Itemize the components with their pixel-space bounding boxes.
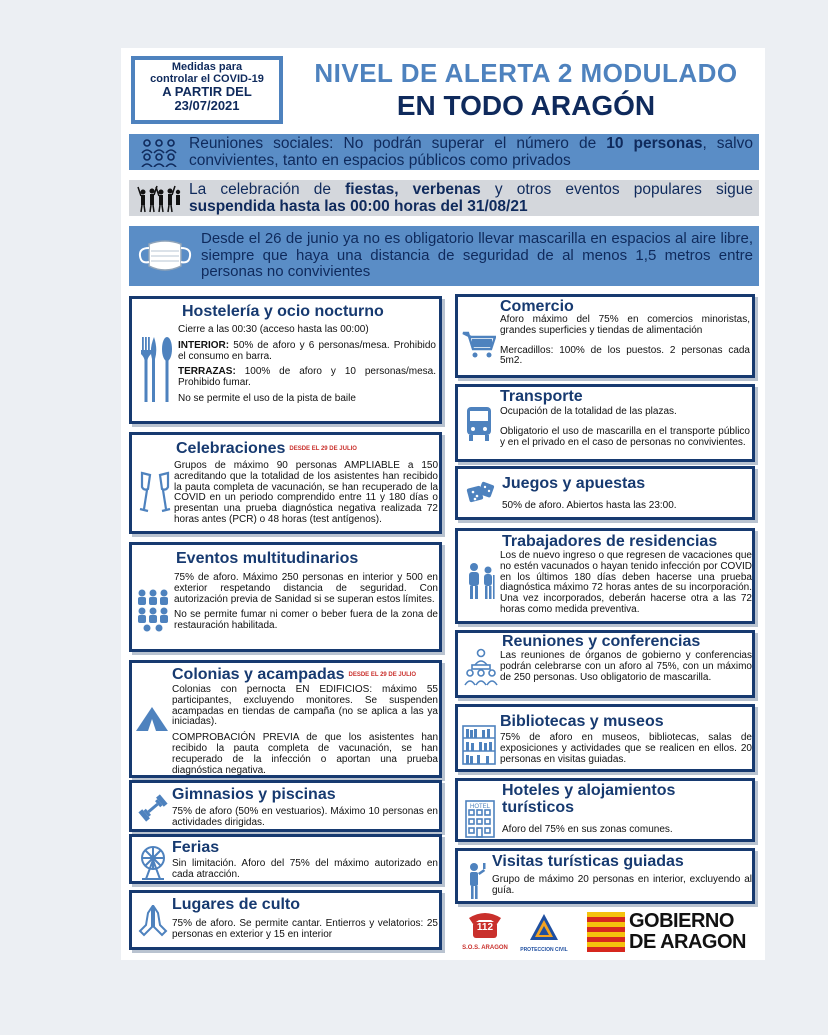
box-line-2: controlar el COVID-19	[150, 72, 264, 85]
crowd-icon	[136, 587, 170, 642]
card-title: Hostelería y ocio nocturno	[182, 303, 384, 320]
card-reuniones	[455, 630, 755, 698]
bibliotecas-text: 75% de aforo en museos, bibliotecas, salas de exposiciones y actividades que se realicen en ellos. 20 personas en visitas guiadas.	[500, 732, 752, 765]
hotel-icon	[464, 799, 496, 844]
hoteles-text: Aforo del 75% en sus zonas comunes.	[502, 824, 673, 835]
transporte-mascarilla: Obligatorio el uso de mascarilla en el transporte público y en el privado en el caso de personas no convivientes.	[500, 425, 750, 448]
box-line-4: 23/07/2021	[174, 97, 240, 113]
card-body	[500, 733, 752, 770]
meeting-icon	[464, 647, 498, 692]
tour-guide-icon	[462, 861, 488, 906]
hosteleria-pista: No se permite el uso de la pista de baile	[178, 392, 356, 404]
hosteleria-interior: INTERIOR: 50% de aforo y 6 personas/mesa. Prohibido el consumo en barra.	[178, 339, 436, 362]
band-fiestas	[129, 180, 759, 216]
card-body	[172, 685, 438, 781]
card-comercio	[455, 294, 755, 378]
card-bibliotecas	[455, 704, 755, 772]
band-reuniones-sociales	[129, 134, 759, 170]
card-title: Colonias y acampadas DESDE EL 29 DE JULIO	[172, 666, 417, 683]
comercio-mercadillos: Mercadillos: 100% de los puestos. 2 personas cada 5m2.	[500, 344, 750, 367]
card-hoteles	[455, 778, 755, 842]
proteccion-civil-logo	[519, 912, 569, 956]
card-body	[500, 315, 750, 372]
card-title: Hoteles y alojamientos turísticos	[502, 782, 676, 816]
people-group-icon	[129, 137, 189, 167]
visitas-text: Grupo de máximo 20 personas en interior, excluyendo al guía.	[492, 874, 752, 896]
card-trabajadores	[455, 528, 755, 624]
champagne-glasses-icon	[138, 469, 172, 522]
bus-icon	[464, 405, 494, 448]
card-title: Trabajadores de residencias	[502, 533, 718, 550]
card-hosteleria	[129, 296, 442, 424]
card-body	[502, 825, 752, 841]
gov-line-2: DE ARAGON	[629, 931, 746, 953]
card-title: Gimnasios y piscinas	[172, 786, 336, 803]
card-title: Celebraciones DESDE EL 29 DE JULIO	[176, 440, 357, 457]
card-eventos	[129, 542, 442, 652]
box-line-1: Medidas para	[171, 61, 243, 73]
tent-icon	[134, 703, 170, 738]
card-colonias	[129, 660, 442, 778]
gov-line-1: GOBIERNO	[629, 910, 734, 932]
sos-label: S.O.S. ARAGON	[462, 945, 508, 951]
card-visitas	[455, 848, 755, 904]
card-body	[500, 651, 752, 688]
sos-aragon-logo	[457, 908, 513, 954]
svg-text:HOTEL: HOTEL	[469, 804, 491, 810]
eventos-aforo: 75% de aforo. Máximo 250 personas en interior y 500 en exterior respetando distancia de seguridad. Con autorización previa de Sanidad si se superan estos límites.	[174, 572, 438, 605]
transporte-plazas: Ocupación de la totalidad de las plazas.	[500, 406, 677, 417]
card-title: Visitas turísticas guiadas	[492, 853, 684, 870]
card-title: Ferias	[172, 839, 220, 856]
hosteleria-terrazas: TERRAZAS: 100% de aforo y 10 personas/mesa. Prohibido fumar.	[178, 366, 436, 389]
colonias-pernocta: Colonias con pernocta EN EDIFICIOS: máximo 55 participantes, excluyendo monitores. Se suspenden acampadas en tiendas de campaña (no se aplica a las ya iniciadas).	[172, 684, 438, 728]
praying-hands-icon	[138, 905, 168, 944]
card-title: Lugares de culto	[172, 896, 301, 913]
card-body	[502, 501, 750, 517]
celebraciones-text: Grupos de máximo 90 personas AMPLIABLE a 150 acreditando que la totalidad de los asistentes han recibido la pauta completa de vacunación, se han recuperado de la COVID en un periodo comprendido entre 11 y 180 días o presentan una prueba diagnóstica negativa realizada 72 horas antes (PCR) o 48 horas (test antígenos).	[174, 460, 438, 525]
hosteleria-cierre: Cierre a las 00:30 (acceso hasta las 00:00)	[178, 324, 369, 335]
trabajadores-text: Los de nuevo ingreso o que regresen de vacaciones que no estén vacunados o hayan tenido infección por COVID en los últimos 180 días deben hacerse una prueba diagnóstica máximo 72 horas antes de su incorporación. Una vez incorporados, deberán hacerse otra a las 72 horas como medida preventiva.	[500, 550, 752, 615]
main-title: NIVEL DE ALERTA 2 MODULADO	[314, 58, 738, 88]
ferias-text: Sin limitación. Aforo del 75% del máximo autorizado en cada atracción.	[172, 858, 438, 880]
card-body	[172, 859, 438, 886]
reuniones-text: Las reuniones de órganos de gobierno y conferencias podrán celebrarse con un aforo al 75%, con un máximo de 250 personas. Uso obligatorio de mascarilla.	[500, 650, 752, 683]
eventos-fumar: No se permite fumar ni comer o beber fuera de la zona de restauración habilitada.	[174, 609, 438, 632]
dancing-crowd-icon	[129, 183, 189, 213]
card-body	[172, 919, 438, 946]
date-box	[131, 56, 283, 124]
card-body	[178, 325, 436, 410]
band-fiestas-text: La celebración de fiestas, verbenas y otros eventos populares sigue suspendida hasta las 00:00 horas del 31/08/21	[189, 180, 753, 215]
gobierno-aragon-logo	[587, 910, 759, 954]
card-body	[174, 573, 438, 637]
card-gimnasios	[129, 780, 442, 832]
card-body	[500, 407, 750, 453]
aragon-flag-icon	[587, 912, 625, 952]
band-mascarilla-text: Desde el 26 de junio ya no es obligatorio llevar mascarilla en espacios al aire libre, siempre que haya una distancia de seguridad de al menos 1,5 metros entre personas no convivientes	[201, 230, 753, 281]
card-culto	[129, 890, 442, 950]
poster	[121, 48, 765, 960]
card-juegos	[455, 466, 755, 520]
gimnasios-text: 75% de aforo (50% en vestuarios). Máximo 10 personas en actividades dirigidas.	[172, 806, 438, 828]
card-title: Reuniones y conferencias	[502, 633, 701, 650]
ferris-wheel-icon	[138, 843, 168, 886]
culto-text: 75% de aforo. Se permite cantar. Entierros y velatorios: 25 personas en exterior y 15 en interior	[172, 918, 438, 940]
caregiver-icon	[464, 561, 498, 606]
juegos-text: 50% de aforo. Abiertos hasta las 23:00.	[502, 500, 677, 511]
colonias-comprobacion: COMPROBACIÓN PREVIA de que los asistentes han recibido la pauta completa de vacunación, se han recuperado de la infección o aportan una prueba diagnóstica negativa.	[172, 732, 438, 776]
sos-number: 112	[476, 922, 494, 933]
band-mascarilla	[129, 226, 759, 286]
card-title: Juegos y apuestas	[502, 475, 646, 492]
bookshelf-icon	[462, 725, 496, 770]
pc-label: PROTECCION CIVIL	[520, 947, 568, 953]
card-body	[492, 875, 752, 902]
cutlery-icon	[140, 335, 174, 410]
card-body	[500, 551, 752, 621]
card-title: Bibliotecas y museos	[500, 713, 664, 730]
card-title: Comercio	[500, 298, 574, 315]
card-body	[174, 461, 438, 531]
box-line-3: A PARTIR DEL	[162, 84, 252, 100]
main-subtitle: EN TODO ARAGÓN	[396, 90, 656, 121]
face-mask-icon	[129, 236, 201, 276]
card-celebraciones	[129, 432, 442, 534]
card-body	[172, 807, 438, 834]
dumbbell-icon	[138, 793, 168, 828]
card-title: Transporte	[500, 388, 583, 405]
card-ferias	[129, 834, 442, 884]
band-reuniones-text: Reuniones sociales: No podrán superar el número de 10 personas, salvo convivientes, tanto en espacios públicos como privados	[189, 134, 753, 169]
card-title: Eventos multitudinarios	[176, 550, 359, 567]
comercio-aforo: Aforo máximo del 75% en comercios minoristas, grandes superficies y tiendas de alimentación	[500, 314, 750, 336]
dice-icon	[466, 479, 496, 514]
card-transporte	[455, 384, 755, 462]
shopping-cart-icon	[462, 331, 496, 364]
proteccion-civil-triangle-icon	[528, 912, 560, 942]
